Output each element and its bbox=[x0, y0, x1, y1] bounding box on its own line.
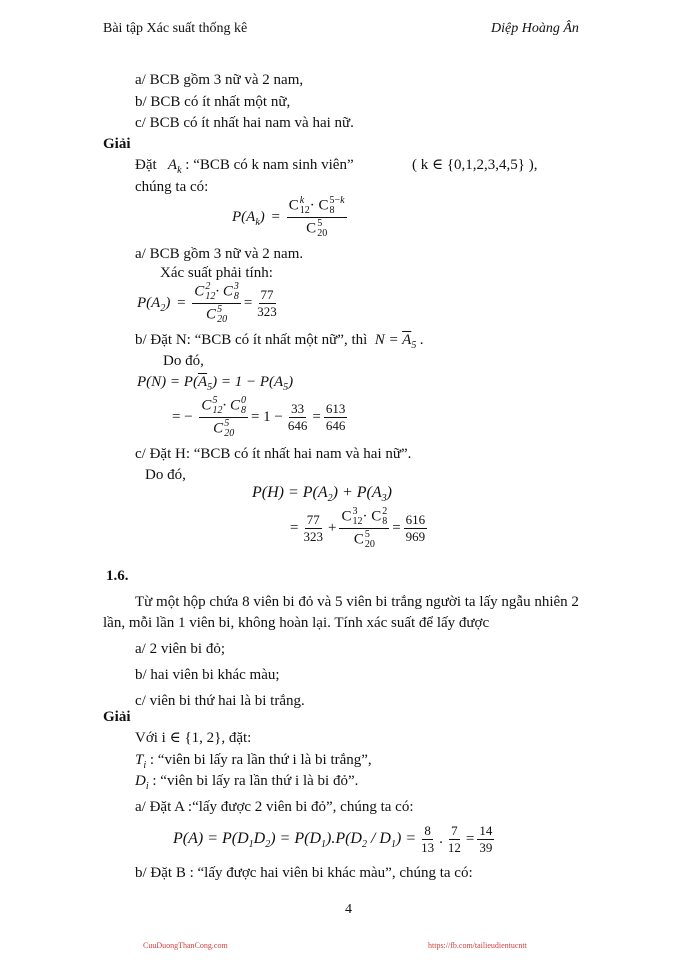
formula-part-c: = $\frac{77}{323}$ + C 3 12 · C 2 8 C 5 20 = $\frac{616}{969}$ bbox=[290, 506, 426, 550]
header-title: Bài tập Xác suất thống kê bbox=[103, 21, 248, 36]
def-T: $T_i$ : “viên bi lấy ra lần thứ i là bi trắng”, bbox=[135, 752, 372, 771]
part-b-line1: $P(N) = P(\overline{A}_5) = 1 - P(A_5)$ bbox=[137, 374, 294, 393]
problem-1-6-item-c: c/ viên bi thứ hai là bi trắng. bbox=[135, 693, 305, 709]
solution-heading: Giải bbox=[103, 136, 131, 152]
with-i-text: Với i ∈ {1, 2}, đặt: bbox=[135, 730, 252, 746]
def-sub: k bbox=[177, 165, 182, 176]
part-c-hence: Do đó, bbox=[145, 467, 186, 483]
def-prefix: Đặt bbox=[135, 157, 157, 173]
problem-number: 1.6. bbox=[106, 568, 129, 584]
part-a-need: Xác suất phải tính: bbox=[160, 265, 273, 281]
problem-item-b: b/ BCB có ít nhất một nữ, bbox=[135, 94, 291, 110]
part-a-title: a/ BCB gồm 3 nữ và 2 nam. bbox=[135, 246, 304, 262]
part-a-1-6-title: a/ Đặt A :“lấy được 2 viên bi đỏ”, chúng ta có: bbox=[135, 799, 414, 815]
formula-1-6-a: $P(A) = P(D_1D_2) = P(D_1).P(D_2 / D_1)$ = $\frac{8}{13}$ . $\frac{7}{12}$ = $\frac{14}{39}$ bbox=[173, 823, 493, 855]
part-c-line1: $P(H) = P(A_2) + P(A_3)$ bbox=[252, 484, 392, 505]
def-var: A bbox=[167, 157, 178, 173]
formula-general: $P(A_k)$ = C k 12 · C 5−k 8 C 5 20 bbox=[232, 195, 345, 239]
def-D: $D_i$ : “viên bi lấy ra lần thứ i là bi đỏ”. bbox=[135, 773, 359, 792]
footer-left-link[interactable]: CuuDuongThanCong.com bbox=[143, 941, 228, 950]
problem-statement-line2: lần, mỗi lần 1 viên bi, không hoàn lại. Tính xác suất để lấy được bbox=[103, 615, 490, 631]
page-number: 4 bbox=[345, 902, 352, 917]
formula-part-a: $P(A_2)$ = C 2 12 · C 3 8 C 5 20 = $\frac{77}{323}$ bbox=[137, 281, 277, 325]
def-domain: ( k ∈ {0,1,2,3,4,5} ), bbox=[412, 157, 538, 173]
part-b-1-6-title: b/ Đặt B : “lấy được hai viên bi khác màu”, chúng ta có: bbox=[135, 865, 473, 881]
problem-item-c: c/ BCB có ít nhất hai nam và hai nữ. bbox=[135, 115, 354, 131]
part-b-hence: Do đó, bbox=[163, 353, 204, 369]
definition-Ak bbox=[135, 157, 354, 176]
problem-1-6-item-b: b/ hai viên bi khác màu; bbox=[135, 667, 280, 683]
we-have-text: chúng ta có: bbox=[135, 179, 209, 195]
problem-statement-line1: Từ một hộp chứa 8 viên bi đỏ và 5 viên bi trắng người ta lấy ngẫu nhiên 2 bbox=[135, 594, 579, 610]
solution-1-6-heading: Giải bbox=[103, 709, 131, 725]
def-text: : “BCB có k nam sinh viên” bbox=[185, 157, 354, 173]
problem-1-6-item-a: a/ 2 viên bi đỏ; bbox=[135, 641, 225, 657]
part-b-title: b/ Đặt N: “BCB có ít nhất một nữ”, thì $N = \overline{A}_5$ . bbox=[135, 332, 424, 351]
formula-part-b: = − C 5 12 · C 0 8 C 5 20 = 1 − $\frac{33}{646}$ = $\frac{613}{646}$ bbox=[172, 395, 346, 439]
part-c-title: c/ Đặt H: “BCB có ít nhất hai nam và hai nữ”. bbox=[135, 446, 412, 462]
header-author: Diệp Hoàng Ân bbox=[491, 21, 579, 36]
footer-right-link[interactable]: https://fb.com/tailieudientucntt bbox=[428, 941, 527, 950]
problem-item-a: a/ BCB gồm 3 nữ và 2 nam, bbox=[135, 72, 304, 88]
